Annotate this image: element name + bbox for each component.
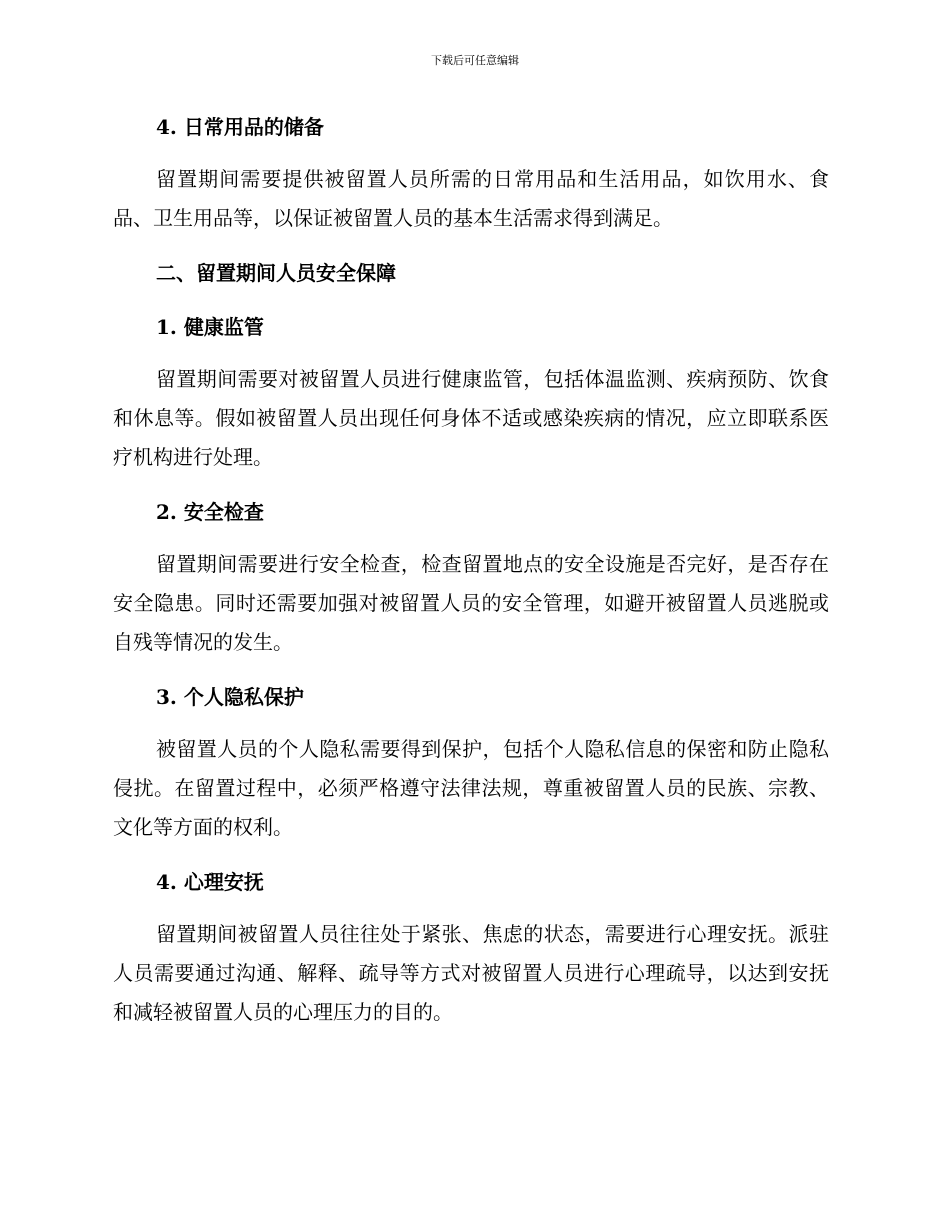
section-heading-privacy: 3. 个人隐私保护 xyxy=(156,685,304,709)
section-paragraph-security-check: 留置期间需要进行安全检查，检查留置地点的安全设施是否完好，是否存在安全隐患。同时还需要加强对被留置人员的安全管理，如避开被留置人员逃脱或自残等情况的发生。 xyxy=(113,552,829,654)
section-paragraph-daily-supplies: 留置期间需要提供被留置人员所需的日常用品和生活用品，如饮用水、食品、卫生用品等，以保证被留置人员的基本生活需求得到满足。 xyxy=(113,167,829,230)
document-body xyxy=(113,106,829,1032)
page-header-note: 下载后可任意编辑 xyxy=(431,54,519,67)
section-heading-health: 1. 健康监管 xyxy=(156,315,264,339)
section-paragraph-health: 留置期间需要对被留置人员进行健康监管，包括体温监测、疾病预防、饮食和休息等。假如被留置人员出现任何身体不适或感染疾病的情况，应立即联系医疗机构进行处理。 xyxy=(113,367,829,469)
section-heading-daily-supplies: 4. 日常用品的储备 xyxy=(156,115,324,139)
section-paragraph-psychological: 留置期间被留置人员往往处于紧张、焦虑的状态，需要进行心理安抚。派驻人员需要通过沟通、解释、疏导等方式对被留置人员进行心理疏导，以达到安抚和减轻被留置人员的心理压力的目的。 xyxy=(113,922,829,1024)
section-heading-security-check: 2. 安全检查 xyxy=(156,500,264,524)
section-heading-psychological: 4. 心理安抚 xyxy=(156,870,264,894)
section-paragraph-privacy: 被留置人员的个人隐私需要得到保护，包括个人隐私信息的保密和防止隐私侵扰。在留置过程中，必须严格遵守法律法规，尊重被留置人员的民族、宗教、文化等方面的权利。 xyxy=(113,737,829,839)
chapter-heading-safety: 二、留置期间人员安全保障 xyxy=(156,261,396,285)
